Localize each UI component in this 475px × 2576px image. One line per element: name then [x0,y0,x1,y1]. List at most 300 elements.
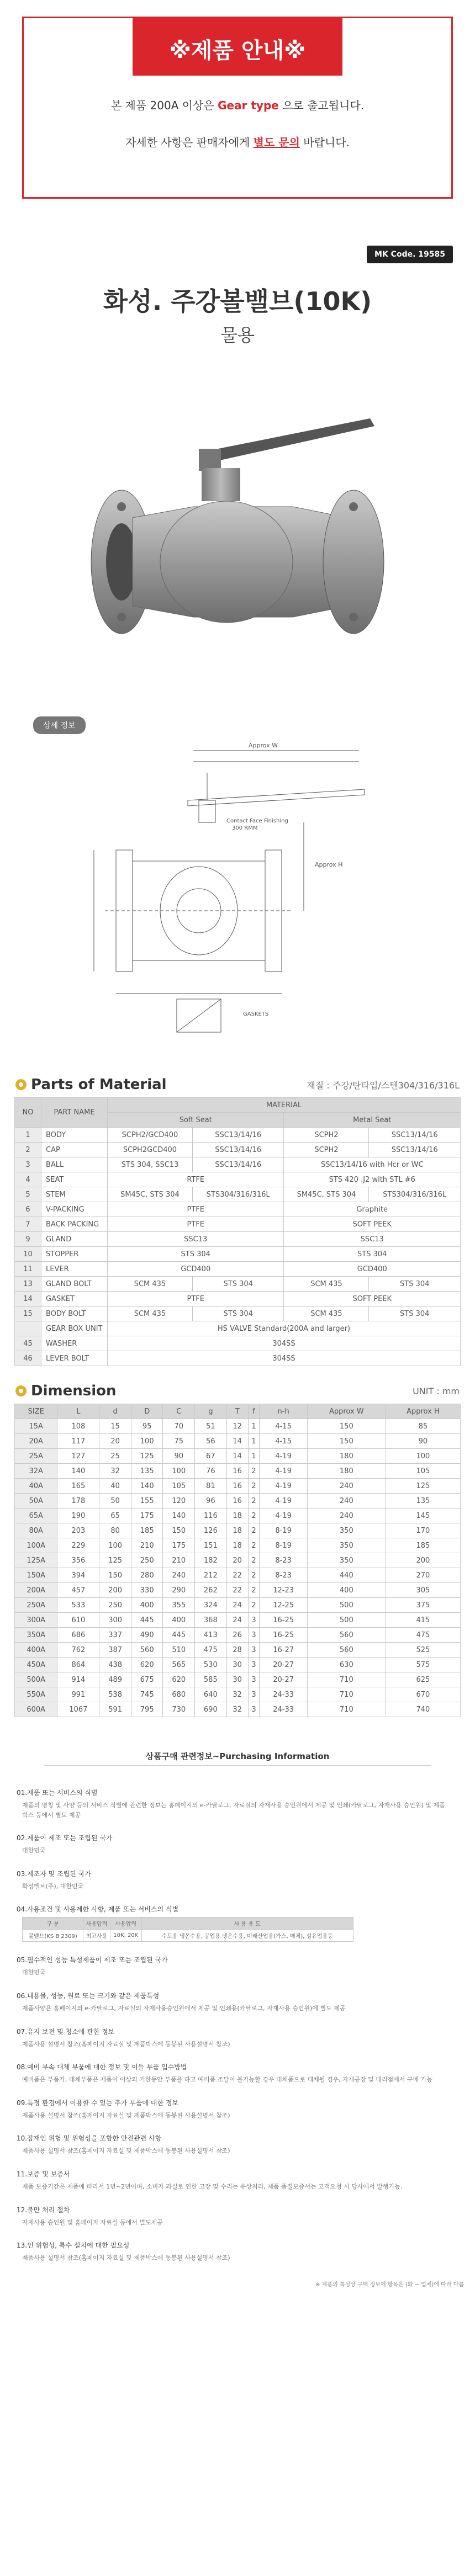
dimension-value: 3 [248,1658,260,1672]
material-row [15,1247,461,1262]
dimension-value: 150 [307,1419,386,1434]
soft-seat-value: SSC13/14/16 [192,1157,284,1172]
material-note: 재질 : 주강/탄타입/스텐304/316/316L [307,1080,460,1091]
dimension-value: 350 [307,1523,386,1538]
soft-seat-value: SSC13/14/16 [192,1128,284,1143]
dimension-value: 24-33 [260,1702,307,1717]
dimension-value: 710 [307,1672,386,1687]
dimension-value: 2 [248,1538,260,1553]
material-row [15,1143,461,1157]
th-soft: Soft Seat [108,1113,284,1128]
material-part-name: BACK PACKING [41,1217,108,1232]
material-row [15,1321,461,1336]
dimension-header-cell: D [131,1404,163,1419]
dimension-value: 300 [99,1613,131,1628]
dimension-value: 690 [195,1702,227,1717]
metal-seat-value: SCM 435 [284,1306,369,1321]
dimension-value: 30 [226,1658,248,1672]
material-row [15,1262,461,1277]
material-part-name: BODY [41,1128,108,1143]
info-text: 대한민국 [22,1847,46,1855]
dimension-value: 525 [386,1643,460,1658]
purchasing-info-item [17,2098,447,2121]
dimension-value: 76 [195,1464,227,1479]
dimension-value: 105 [386,1464,460,1479]
info-text: 제품 보증기간은 제품에 따라서 1년~2년이며, 소비자 과실로 인한 고장 및 수리는 유상처리, 제품 품질보증서는 고객요청 시 당사에서 발행가능. [22,2182,403,2190]
material-part-name: LEVER [41,1262,108,1277]
dimension-size: 32A [15,1464,57,1479]
dimension-value: 200 [386,1553,460,1568]
use-table-cell: 10K, 20K [110,1930,141,1942]
dimension-value: 81 [195,1479,227,1494]
dimension-header-cell: SIZE [15,1404,57,1419]
dimension-value: 180 [307,1449,386,1464]
dimension-header-cell: C [163,1404,195,1419]
dimension-value: 3 [248,1702,260,1717]
dimension-value: 2 [248,1568,260,1583]
soft-seat-value: SSC13/14/16 [192,1143,284,1157]
purchasing-info-item [17,1955,447,1978]
material-no: 7 [15,1217,41,1232]
dimension-value: 2 [248,1479,260,1494]
info-heading: 09.특정 환경에서 이용할 수 있는 추가 부품에 대한 정보 [17,2099,179,2107]
metal-seat-value: SSC13/14/16 [369,1128,461,1143]
dimension-row [15,1598,461,1613]
material-value: 304SS [108,1351,461,1366]
dimension-size: 125A [15,1553,57,1568]
dimension-value: 165 [57,1479,99,1494]
dimension-value: 445 [163,1628,195,1643]
dimension-value: 96 [195,1494,227,1509]
dimension-value: 14 [226,1449,248,1464]
dimension-value: 210 [131,1538,163,1553]
dimension-value: 745 [131,1687,163,1702]
dimension-value: 585 [195,1672,227,1687]
metal-seat-value: STS 304 [284,1247,461,1262]
dimension-value: 140 [131,1479,163,1494]
dimension-value: 991 [57,1687,99,1702]
dimension-size: 550A [15,1687,57,1702]
dimension-value: 125 [99,1553,131,1568]
dimension-value: 185 [131,1523,163,1538]
metal-seat-value: SSC13/14/16 with Hcr or WC [284,1157,461,1172]
dimension-value: 116 [195,1509,227,1523]
dimension-value: 324 [195,1598,227,1613]
soft-seat-value: STS 304 [108,1247,284,1262]
soft-seat-value: SSC13 [108,1232,284,1247]
product-subtitle: 물용 [220,325,255,346]
dimension-table [14,1404,461,1717]
dimension-value: 140 [57,1464,99,1479]
dimension-header-cell: n-h [260,1404,307,1419]
dimension-value: 175 [163,1538,195,1553]
dimension-value: 3 [248,1613,260,1628]
dimension-value: 28 [226,1643,248,1658]
dimension-value: 30 [226,1672,248,1687]
dimension-value: 400 [131,1598,163,1613]
dimension-value: 25 [99,1449,131,1464]
material-row [15,1277,461,1292]
dimension-value: 675 [131,1672,163,1687]
material-no: 10 [15,1247,41,1262]
dimension-value: 24 [226,1598,248,1613]
soft-seat-value: PTFE [108,1292,284,1306]
approx-h-label: Approx H [315,861,343,868]
dimension-value: 170 [386,1523,460,1538]
soft-seat-value: STS 304, SSC13 [108,1157,193,1172]
dimension-value: 4-15 [260,1434,307,1449]
dimension-value: 575 [386,1658,460,1672]
material-row [15,1336,461,1351]
divider [44,1765,431,1766]
material-row [15,1187,461,1202]
info-heading: 06.내용물, 성능, 원료 또는 크기와 같은 제품특성 [17,1991,160,2000]
material-row [15,1172,461,1187]
dimension-header-cell: d [99,1404,131,1419]
info-text: 제품의 명칭 및 사양 등의 서비스 식별에 관련한 정보는 홈페이지의 e-카탈로그, 자료실의 자재사용 승인원에서 제공 및 인쇄(카탈로그, 자재사용 승인원) 및 제품박스 등에서 별도 제공 [22,1802,445,1819]
product-detail-page [0,17,475,2288]
info-heading: 12.불만 처리 절차 [17,2206,70,2214]
dimension-value: 538 [99,1687,131,1702]
material-row [15,1232,461,1247]
purchasing-info-item [17,2133,447,2156]
dimension-value: 620 [163,1672,195,1687]
th-no: NO [15,1098,41,1128]
dimension-value: 126 [195,1523,227,1538]
dimension-row [15,1479,461,1494]
dimension-title: Dimension [31,1383,117,1399]
dimension-value: 330 [131,1583,163,1598]
dimension-value: 4-19 [260,1494,307,1509]
dimension-value: 762 [57,1643,99,1658]
dimension-value: 18 [226,1523,248,1538]
material-row [15,1202,461,1217]
unit-note: UNIT : mm [413,1385,460,1396]
dimension-value: 8-23 [260,1553,307,1568]
dimension-header-cell: g [195,1404,227,1419]
material-part-name: SEAT [41,1172,108,1187]
dimension-value: 630 [307,1658,386,1672]
dimension-value: 20-27 [260,1658,307,1672]
detail-info-tab: 상세 정보 [33,716,86,734]
dimension-value: 125 [131,1449,163,1464]
dimension-value: 210 [163,1553,195,1568]
dimension-value: 375 [386,1598,460,1613]
dimension-value: 150 [163,1523,195,1538]
dimension-value: 90 [386,1434,460,1449]
dimension-value: 533 [57,1598,99,1613]
dimension-value: 155 [131,1494,163,1509]
purchasing-info-item [17,2240,447,2263]
info-heading: 01.제품 또는 서비스의 식별 [17,1789,98,1797]
dimension-value: 80 [99,1523,131,1538]
dimension-value: 65 [99,1509,131,1523]
dimension-value: 135 [386,1494,460,1509]
dimension-value: 24-33 [260,1687,307,1702]
dimension-value: 240 [163,1568,195,1583]
dimension-value: 500 [307,1613,386,1628]
soft-seat-value: GCD400 [108,1262,284,1277]
product-notice-box [22,17,453,199]
material-no: 4 [15,1172,41,1187]
dimension-row [15,1523,461,1538]
mk-code-badge: MK Code. 19585 [367,246,453,263]
soft-seat-value: STS304/316/316L [192,1187,284,1202]
metal-seat-value: SCPH2 [284,1128,369,1143]
dimension-value: 20 [226,1553,248,1568]
notice-line-2: 자세한 사항은 판매자에게 별도 문의 바랍니다. [125,136,350,149]
dimension-value: 180 [307,1464,386,1479]
metal-seat-value: SOFT PEEK [284,1292,461,1306]
info-text: 제품사용 설명서 참조(홈페이지 자료실 및 제품박스에 동봉된 사용설명서 참조) [22,2254,230,2262]
use-condition-table [22,1917,353,1942]
dimension-size: 450A [15,1658,57,1672]
dimension-value: 100 [163,1464,195,1479]
dimension-size: 400A [15,1643,57,1658]
material-no: 1 [15,1128,41,1143]
dimension-value: 22 [226,1568,248,1583]
material-part-name: GLAND [41,1232,108,1247]
info-heading: 02.제품이 제조 또는 조립된 국가 [17,1834,113,1842]
metal-seat-value: STS 304 [369,1306,461,1321]
dimension-value: 4-19 [260,1464,307,1479]
dimension-value: 1 [248,1434,260,1449]
soft-seat-value: SM45C, STS 304 [108,1187,193,1202]
dimension-value: 100 [99,1538,131,1553]
purchasing-info-item [17,1991,447,2014]
dimension-value: 262 [195,1583,227,1598]
material-part-name: GASKET [41,1292,108,1306]
dimension-value: 445 [131,1613,163,1628]
material-no: 46 [15,1351,41,1366]
material-part-name: LEVER BOLT [41,1351,108,1366]
dimension-value: 305 [386,1583,460,1598]
dimension-value: 240 [307,1494,386,1509]
material-part-name: CAP [41,1143,108,1157]
material-value: 304SS [108,1336,461,1351]
dimension-value: 368 [195,1613,227,1628]
dimension-value: 250 [99,1598,131,1613]
dimension-value: 337 [99,1628,131,1643]
dimension-value: 864 [57,1658,99,1672]
info-text: 대한민국 [22,1969,46,1977]
metal-seat-value: STS304/316/316L [369,1187,461,1202]
dimension-value: 625 [386,1672,460,1687]
metal-seat-value: SM45C, STS 304 [284,1187,369,1202]
dimension-row [15,1509,461,1523]
dimension-value: 32 [99,1464,131,1479]
dimension-value: 32 [226,1702,248,1717]
notice-line-1: 본 제품 200A 이상은 Gear type 으로 출고됩니다. [110,99,365,112]
use-table-cell: 수도용 냉온수용, 공업용 냉온수용, 미래산업용(가스, 매체), 섬유업용등 [141,1930,353,1942]
section-bullet-icon [15,1079,27,1090]
material-row [15,1292,461,1306]
parts-material-table [14,1097,461,1366]
th-metal: Metal Seat [284,1113,461,1128]
material-no: 5 [15,1187,41,1202]
dimension-value: 4-15 [260,1419,307,1434]
dimension-value: 95 [131,1419,163,1434]
dimension-value: 290 [163,1583,195,1598]
ball-valve-image [61,358,414,661]
dimension-value: 117 [57,1434,99,1449]
material-no: 3 [15,1157,41,1172]
dimension-value: 356 [57,1553,99,1568]
metal-seat-value: SSC13/14/16 [369,1143,461,1157]
dimension-value: 3 [248,1643,260,1658]
dimension-value: 2 [248,1598,260,1613]
dimension-size: 100A [15,1538,57,1553]
dimension-size: 25A [15,1449,57,1464]
dimension-value: 3 [248,1672,260,1687]
dimension-value: 151 [195,1538,227,1553]
dimension-value: 680 [163,1687,195,1702]
dimension-value: 240 [307,1509,386,1523]
section-bullet-icon [15,1385,27,1396]
dimension-row [15,1672,461,1687]
dimension-value: 740 [386,1702,460,1717]
dimension-value: 22 [226,1583,248,1598]
soft-seat-value: SCM 435 [108,1306,193,1321]
dimension-value: 16 [226,1494,248,1509]
dimension-header-cell: f [248,1404,260,1419]
soft-seat-value: SCM 435 [108,1277,193,1292]
dimension-value: 8-23 [260,1568,307,1583]
dimension-value: 127 [57,1449,99,1464]
dimension-value: 560 [131,1643,163,1658]
soft-seat-value: STS 304 [192,1306,284,1321]
valve-neck [202,468,240,501]
dimension-row [15,1553,461,1568]
dimension-value: 16-25 [260,1613,307,1628]
lever-handle [204,418,374,463]
dimension-value: 355 [163,1598,195,1613]
dimension-value: 12-23 [260,1583,307,1598]
dimension-value: 16 [226,1464,248,1479]
th-part: PART NAME [41,1098,108,1128]
info-text: 제품사용 설명서 참조(홈페이지 자료실 및 제품박스에 동봉된 사용설명서 참조) [22,2147,230,2155]
use-table-cell: 최고사용 [83,1930,110,1942]
dimension-header-cell: L [57,1404,99,1419]
purchasing-info-item [17,1904,447,1942]
info-text: 제품사용 설명서 참조(홈페이지 자료실 및 제품박스에 동봉된 사용설명서 참조) [22,2111,230,2119]
info-heading: 03.제조자 및 조립된 국가 [17,1869,91,1878]
dimension-value: 4-19 [260,1509,307,1523]
notice-title: ※제품 안내※ [133,17,342,76]
dimension-value: 440 [307,1568,386,1583]
dimension-value: 2 [248,1553,260,1568]
dimension-header-cell: Approx H [386,1404,460,1419]
dimension-value: 400 [163,1613,195,1628]
dimension-value: 2 [248,1523,260,1538]
dimension-value: 200 [99,1583,131,1598]
info-text: 예비품은 부품가, 대체부품은 제품이 이상의 기한동안 부품을 하고 예비품 조달이 불가능할 경우 대체품으로 대체될 경우, 자재공장 및 대리점에서 구매 가능 [22,2076,432,2084]
contact-face-label: Contact Face Finishing [226,818,288,824]
dimension-value: 90 [163,1449,195,1464]
dimension-value: 12 [226,1419,248,1434]
dimension-size: 65A [15,1509,57,1523]
purchasing-info-item [17,2169,447,2192]
right-flange [323,490,384,634]
purchasing-info-item [17,2027,447,2049]
dimension-value: 4-19 [260,1449,307,1464]
footer-note: ※ 제품의 특성상 구매 정보에 항목은 (화 ~ 업체)에 따라 다름 [315,2281,464,2288]
dimension-size: 150A [15,1568,57,1583]
dimension-row [15,1434,461,1449]
dimension-value: 8-19 [260,1538,307,1553]
info-heading: 11.보증 및 보증서 [17,2170,70,2178]
dimension-value: 457 [57,1583,99,1598]
dimension-value: 20-27 [260,1672,307,1687]
dimension-value: 914 [57,1672,99,1687]
dimension-value: 270 [386,1568,460,1583]
purchasing-info-list [17,1788,447,2263]
info-heading: 05.필수적인 성능 특성제품이 제조 또는 조립된 국가 [17,1956,168,1964]
dimension-row [15,1494,461,1509]
dimension-value: 12-25 [260,1598,307,1613]
dimension-value: 510 [163,1643,195,1658]
use-table-cell: 볼밸브(KS B 2309) [23,1930,83,1942]
material-value: HS VALVE Standard(200A and larger) [108,1321,461,1336]
material-no: 45 [15,1336,41,1351]
info-heading: 07.유지 보전 및 청소에 관한 정보 [17,2027,115,2036]
dimension-value: 280 [131,1568,163,1583]
dimension-value: 500 [307,1598,386,1613]
dimension-value: 3 [248,1687,260,1702]
dimension-value: 178 [57,1494,99,1509]
dimension-value: 730 [163,1702,195,1717]
material-part-name: STOPPER [41,1247,108,1262]
dimension-value: 560 [307,1628,386,1643]
material-row [15,1128,461,1143]
use-table-header: 사 용 용 도 [141,1918,353,1930]
dimension-header-cell: T [226,1404,248,1419]
soft-seat-value: PTFE [108,1217,284,1232]
dimension-value: 20 [99,1434,131,1449]
dimension-value: 438 [99,1658,131,1672]
info-heading: 08.예비 부속 대체 부품에 대한 정보 및 이들 부품 입수방법 [17,2063,187,2072]
metal-seat-value: SSC13 [284,1232,461,1247]
info-text: 화성밸브(주), 대한민국 [22,1882,84,1890]
dimension-value: 710 [307,1687,386,1702]
dimension-size: 20A [15,1434,57,1449]
dimension-value: 16-25 [260,1628,307,1643]
metal-seat-value: Graphite [284,1202,461,1217]
dimension-size: 250A [15,1598,57,1613]
dimension-size: 300A [15,1613,57,1628]
material-part-name: BALL [41,1157,108,1172]
parts-material-header [15,1076,460,1093]
dimension-value: 560 [307,1643,386,1658]
dimension-value: 530 [195,1658,227,1672]
dimension-value: 75 [163,1434,195,1449]
dimension-row [15,1568,461,1583]
material-part-name: BODY BOLT [41,1306,108,1321]
material-part-name: STEM [41,1187,108,1202]
dimension-size: 500A [15,1672,57,1687]
dimension-value: 100 [386,1449,460,1464]
dimension-value: 2 [248,1464,260,1479]
dimension-value: 413 [195,1628,227,1643]
dimension-value: 70 [163,1419,195,1434]
purchasing-info-item [17,1833,447,1856]
dimension-value: 2 [248,1583,260,1598]
dimension-value: 108 [57,1419,99,1434]
dimension-value: 150 [307,1434,386,1449]
dimension-value: 2 [248,1494,260,1509]
dimension-value: 26 [226,1628,248,1643]
info-text: 제품사용 설명서 참조(홈페이지 자료실 및 제품박스에 동봉된 사용설명서 참조) [22,2040,230,2048]
